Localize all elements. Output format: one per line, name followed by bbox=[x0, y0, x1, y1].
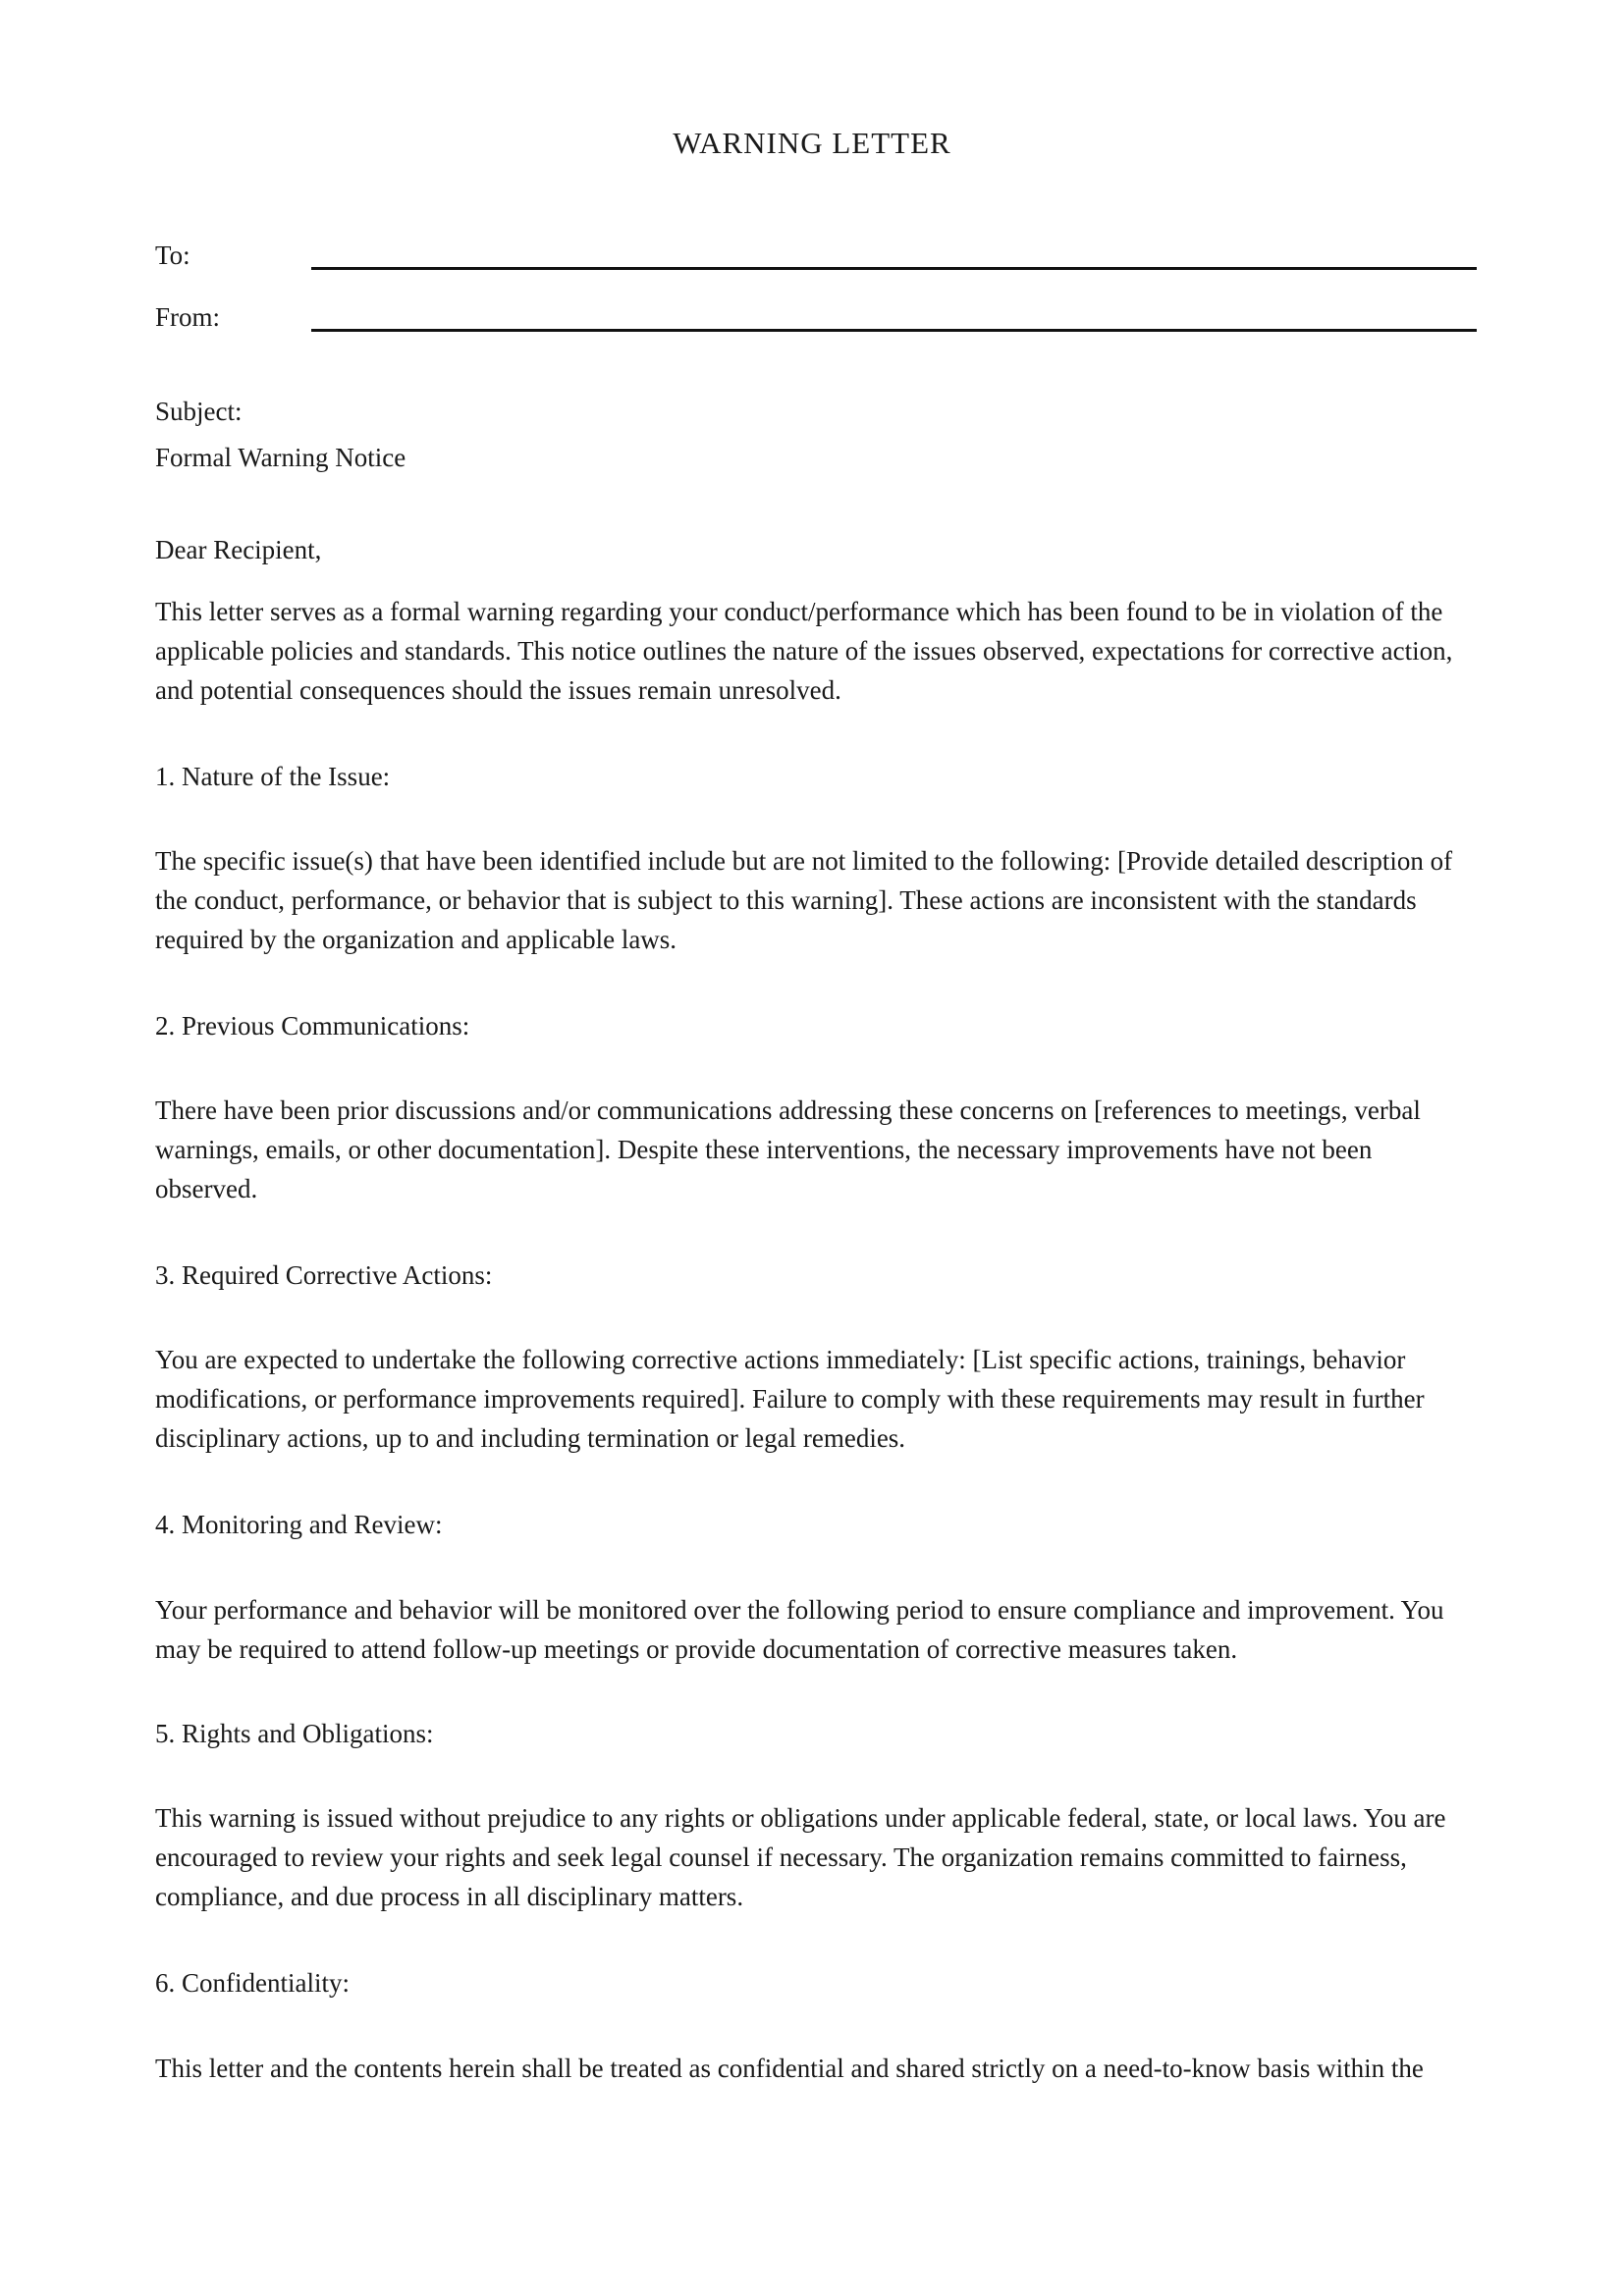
salutation: Dear Recipient, bbox=[155, 535, 322, 564]
section-heading: 6. Confidentiality: bbox=[155, 1968, 350, 1998]
subject-value: Formal Warning Notice bbox=[155, 443, 406, 472]
section-body: This warning is issued without prejudice to any rights or obligations under applicable federal, state, or local laws. You are encouraged to review your rights and seek legal counsel if necessary. The organization remains committed to fairness, compliance, and due process in all disciplinary matters. bbox=[155, 1803, 1446, 1911]
subject-label: Subject: bbox=[155, 397, 243, 426]
section-heading: 4. Monitoring and Review: bbox=[155, 1510, 443, 1539]
section-heading: 2. Previous Communications: bbox=[155, 1011, 470, 1041]
section-body: You are expected to undertake the following corrective actions immediately: [List specific actions, trainings, behavior modifications, or performance improvements required]. Failure to comply with these requirements may result in further disciplinary actions, up to and including termination or legal remedies. bbox=[155, 1345, 1425, 1453]
to-blank-line[interactable] bbox=[311, 267, 1477, 270]
section-heading: 1. Nature of the Issue: bbox=[155, 762, 391, 791]
section-body: This letter and the contents herein shall be treated as confidential and shared strictly on a need-to-know basis within the bbox=[155, 2054, 1424, 2083]
to-label: To: bbox=[155, 240, 190, 270]
section-body: The specific issue(s) that have been identified include but are not limited to the following: [Provide detailed description of the conduct, performance, or behavior that is subject to this warning]. These actions are inconsistent with the standards required by the organization and applicable laws. bbox=[155, 846, 1453, 954]
intro-paragraph: This letter serves as a formal warning regarding your conduct/performance which has been found to be in violation of the applicable policies and standards. This notice outlines the nature of the issues observed, expectations for corrective action, and potential consequences should the issues remain unresolved. bbox=[155, 597, 1453, 705]
section-heading: 5. Rights and Obligations: bbox=[155, 1719, 434, 1748]
from-field-row bbox=[155, 297, 1477, 337]
section-heading: 3. Required Corrective Actions: bbox=[155, 1260, 493, 1290]
from-label: From: bbox=[155, 302, 221, 332]
section-body: Your performance and behavior will be monitored over the following period to ensure compliance and improvement. You may be required to attend follow-up meetings or provide documentation of corrective measures taken. bbox=[155, 1595, 1444, 1664]
section-body: There have been prior discussions and/or communications addressing these concerns on [references to meetings, verbal warnings, emails, or other documentation]. Despite these interventions, the necessary improvements have not been observed. bbox=[155, 1095, 1421, 1203]
letter-title: WARNING LETTER bbox=[673, 126, 951, 160]
from-blank-line[interactable] bbox=[311, 329, 1477, 332]
to-field-row bbox=[155, 236, 1477, 275]
